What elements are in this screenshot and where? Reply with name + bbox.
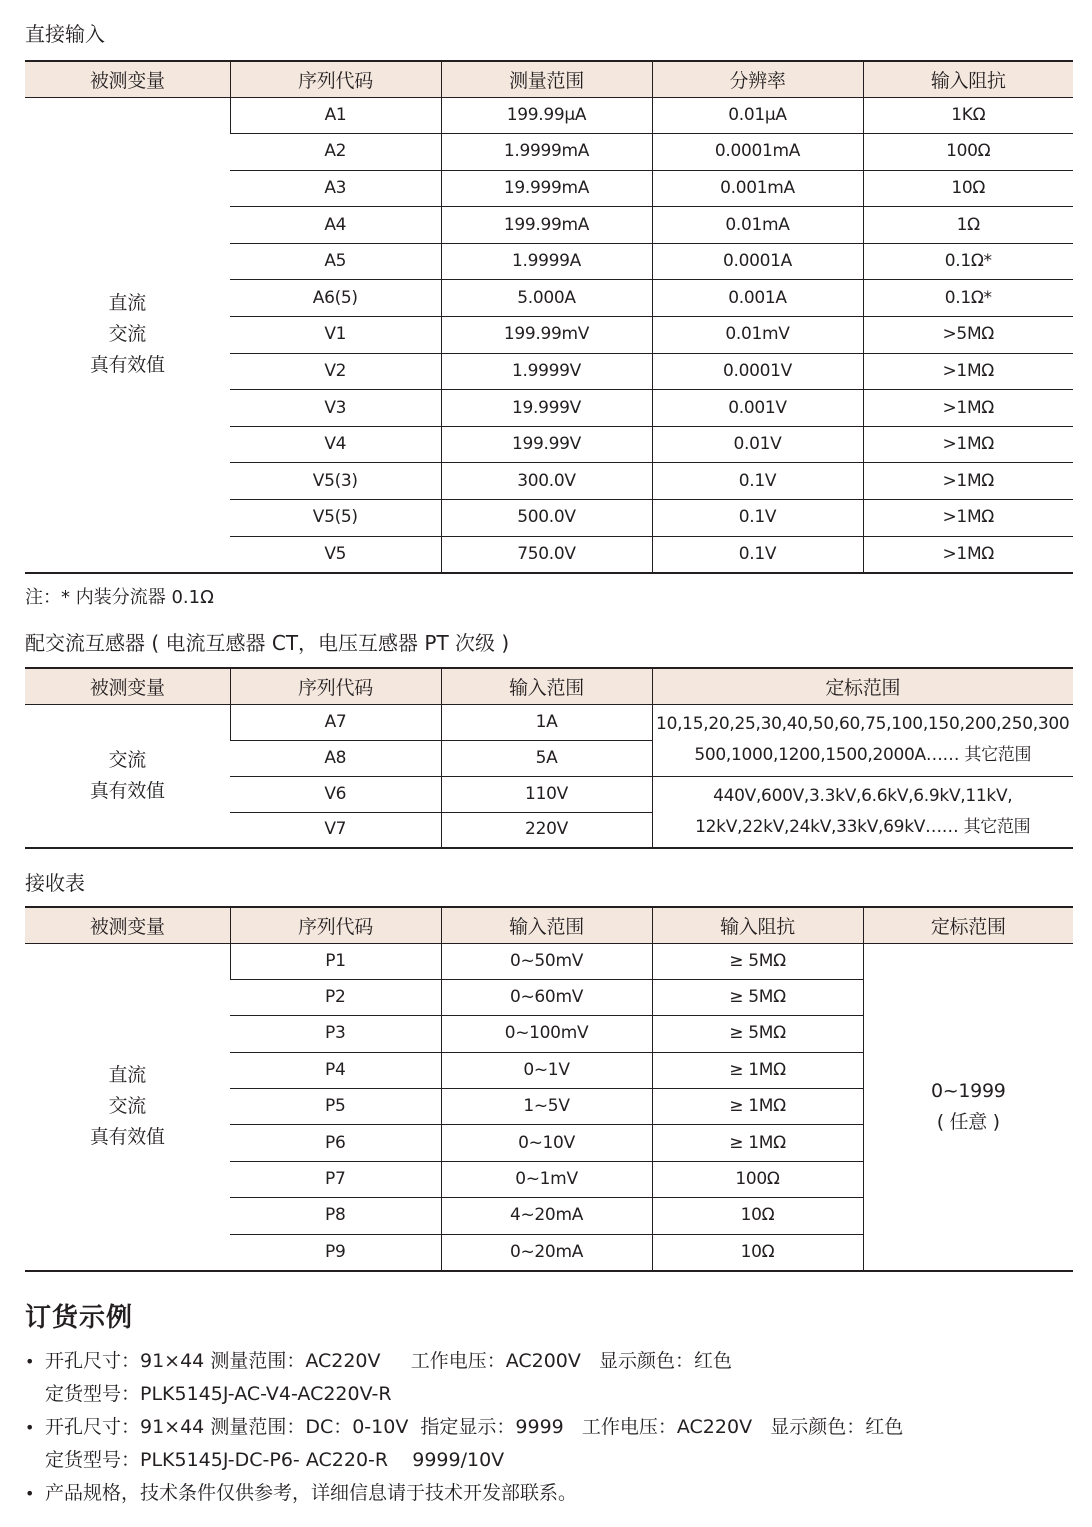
resolution-cell: 0.0001mA	[652, 134, 863, 171]
input-range-cell: 1A	[441, 704, 652, 740]
column-header: 分辨率	[652, 61, 863, 97]
voltage-scale-cell	[652, 776, 1073, 848]
bullet-icon: •	[25, 1352, 35, 1371]
code-cell: A2	[230, 134, 441, 171]
range-cell: 300.0V	[441, 463, 652, 500]
code-cell: V2	[230, 353, 441, 390]
impedance-cell: ≥ 1MΩ	[652, 1125, 863, 1161]
variable-line: 交流	[108, 323, 146, 346]
bullet-icon: •	[25, 1418, 35, 1437]
variable-line: 真有效值	[89, 779, 165, 802]
impedance-cell: 0.1Ω*	[863, 280, 1073, 317]
input-range-cell: 0~50mV	[441, 943, 652, 979]
range-cell: 199.99mA	[441, 207, 652, 244]
table-header-row	[25, 61, 1073, 97]
range-cell: 19.999mA	[441, 170, 652, 207]
table-row	[25, 704, 1073, 740]
order-example-item	[25, 1411, 1065, 1477]
impedance-cell: ≥ 5MΩ	[652, 943, 863, 979]
resolution-cell: 0.0001V	[652, 353, 863, 390]
impedance-cell: 10Ω	[652, 1234, 863, 1270]
impedance-cell: ≥ 5MΩ	[652, 1016, 863, 1052]
shunt-note: 注：* 内装分流器 0.1Ω	[25, 587, 214, 608]
table-row	[25, 943, 1073, 979]
impedance-cell: >1MΩ	[863, 500, 1073, 537]
impedance-cell: 0.1Ω*	[863, 243, 1073, 280]
impedance-cell: >5MΩ	[863, 317, 1073, 354]
table-header-row	[25, 668, 1073, 704]
code-cell: V3	[230, 390, 441, 427]
ac-transformer-title: 配交流互感器 ( 电流互感器 CT，电压互感器 PT 次级 )	[25, 631, 510, 655]
code-cell: A3	[230, 170, 441, 207]
code-cell: P5	[230, 1089, 441, 1125]
code-cell: V6	[230, 776, 441, 812]
input-range-cell: 0~20mA	[441, 1234, 652, 1270]
input-range-cell: 4~20mA	[441, 1198, 652, 1234]
code-cell: V4	[230, 426, 441, 463]
receiver-title: 接收表	[25, 871, 85, 895]
input-range-cell: 1~5V	[441, 1089, 652, 1125]
variable-line: 交流	[108, 748, 146, 771]
column-header: 输入范围	[441, 907, 652, 943]
code-cell: V5(3)	[230, 463, 441, 500]
impedance-cell: 100Ω	[863, 134, 1073, 171]
impedance-cell: ≥ 5MΩ	[652, 979, 863, 1015]
current-scale-cell	[652, 704, 1073, 776]
resolution-cell: 0.0001A	[652, 243, 863, 280]
code-cell: P2	[230, 979, 441, 1015]
impedance-cell: 1Ω	[863, 207, 1073, 244]
scale-line: 12kV,22kV,24kV,33kV,69kV…… 其它范围	[695, 816, 1031, 837]
resolution-cell: 0.1V	[652, 500, 863, 537]
impedance-cell: ≥ 1MΩ	[652, 1052, 863, 1088]
column-header: 序列代码	[230, 668, 441, 704]
scale-line: 0~1999	[930, 1079, 1006, 1102]
order-example-list	[25, 1345, 1065, 1510]
range-cell: 199.99mV	[441, 317, 652, 354]
column-header: 被测变量	[25, 61, 230, 97]
input-range-cell: 5A	[441, 740, 652, 776]
variable-line: 直流	[108, 1064, 146, 1086]
direct-input-rows	[25, 97, 1073, 573]
column-header: 输入阻抗	[652, 907, 863, 943]
impedance-cell: ≥ 1MΩ	[652, 1089, 863, 1125]
input-range-cell: 0~1V	[441, 1052, 652, 1088]
range-cell: 199.99μA	[441, 97, 652, 134]
impedance-cell: >1MΩ	[863, 353, 1073, 390]
resolution-cell: 0.1V	[652, 536, 863, 573]
resolution-cell: 0.01mA	[652, 207, 863, 244]
resolution-cell: 0.01V	[652, 426, 863, 463]
measured-variable-cell	[25, 943, 230, 1271]
resolution-cell: 0.001A	[652, 280, 863, 317]
variable-line: 真有效值	[89, 1126, 165, 1148]
order-line: 定货型号：PLK5145J-DC-P6- AC220-R 9999/10V	[45, 1449, 505, 1471]
scale-line: 500,1000,1200,1500,2000A…… 其它范围	[694, 745, 1032, 765]
column-header: 序列代码	[230, 61, 441, 97]
range-cell: 1.9999mA	[441, 134, 652, 171]
column-header: 测量范围	[441, 61, 652, 97]
receiver-rows	[25, 943, 1073, 1271]
code-cell: V7	[230, 812, 441, 848]
impedance-cell: 100Ω	[652, 1161, 863, 1197]
code-cell: A1	[230, 97, 441, 134]
input-range-cell: 220V	[441, 812, 652, 848]
input-range-cell: 0~60mV	[441, 979, 652, 1015]
code-cell: V1	[230, 317, 441, 354]
resolution-cell: 0.001mA	[652, 170, 863, 207]
direct-input-title: 直接输入	[25, 22, 105, 46]
column-header: 被测变量	[25, 907, 230, 943]
table-header-row	[25, 907, 1073, 943]
code-cell: P9	[230, 1234, 441, 1270]
code-cell: P4	[230, 1052, 441, 1088]
code-cell: A4	[230, 207, 441, 244]
measured-variable-cell	[25, 97, 230, 573]
code-cell: A5	[230, 243, 441, 280]
receiver-table	[25, 906, 1073, 1272]
scale-line: 10,15,20,25,30,40,50,60,75,100,150,200,250,300	[656, 714, 1070, 734]
order-line: 开孔尺寸：91×44 测量范围：DC：0-10V 指定显示：9999 工作电压：AC220V 显示颜色：红色	[45, 1416, 904, 1438]
ac-transformer-rows	[25, 704, 1073, 848]
code-cell: A8	[230, 740, 441, 776]
code-cell: P6	[230, 1125, 441, 1161]
measured-variable-cell	[25, 704, 230, 848]
impedance-cell: 10Ω	[652, 1198, 863, 1234]
code-cell: P7	[230, 1161, 441, 1197]
bullet-icon: •	[25, 1484, 35, 1503]
input-range-cell: 0~1mV	[441, 1161, 652, 1197]
order-line: 产品规格，技术条件仅供参考，详细信息请于技术开发部联系。	[45, 1482, 578, 1504]
column-header: 被测变量	[25, 668, 230, 704]
input-range-cell: 0~100mV	[441, 1016, 652, 1052]
range-cell: 750.0V	[441, 536, 652, 573]
range-cell: 1.9999A	[441, 243, 652, 280]
order-line: 开孔尺寸：91×44 测量范围：AC220V 工作电压：AC200V 显示颜色：红色	[45, 1350, 733, 1372]
order-example-title: 订货示例	[25, 1303, 134, 1333]
column-header: 序列代码	[230, 907, 441, 943]
ac-transformer-table	[25, 667, 1073, 849]
column-header: 输入阻抗	[863, 61, 1073, 97]
code-cell: P1	[230, 943, 441, 979]
resolution-cell: 0.001V	[652, 390, 863, 427]
range-cell: 19.999V	[441, 390, 652, 427]
variable-line: 真有效值	[89, 354, 165, 377]
input-range-cell: 0~10V	[441, 1125, 652, 1161]
impedance-cell: >1MΩ	[863, 463, 1073, 500]
column-header: 定标范围	[652, 668, 1073, 704]
variable-line: 直流	[108, 292, 146, 315]
code-cell: V5	[230, 536, 441, 573]
resolution-cell: 0.01μA	[652, 97, 863, 134]
resolution-cell: 0.01mV	[652, 317, 863, 354]
impedance-cell: >1MΩ	[863, 390, 1073, 427]
impedance-cell: >1MΩ	[863, 426, 1073, 463]
impedance-cell: 10Ω	[863, 170, 1073, 207]
scale-line: ( 任意 )	[936, 1110, 1000, 1133]
range-cell: 199.99V	[441, 426, 652, 463]
direct-input-table	[25, 60, 1073, 574]
order-example-item	[25, 1345, 1065, 1411]
code-cell: A7	[230, 704, 441, 740]
range-cell: 1.9999V	[441, 353, 652, 390]
table-row	[25, 97, 1073, 134]
code-cell: P8	[230, 1198, 441, 1234]
variable-line: 交流	[108, 1095, 146, 1117]
resolution-cell: 0.1V	[652, 463, 863, 500]
scale-line: 440V,600V,3.3kV,6.6kV,6.9kV,11kV,	[713, 785, 1013, 806]
order-example-item	[25, 1477, 1065, 1510]
input-range-cell: 110V	[441, 776, 652, 812]
code-cell: V5(5)	[230, 500, 441, 537]
order-line: 定货型号：PLK5145J-AC-V4-AC220V-R	[45, 1383, 392, 1405]
impedance-cell: >1MΩ	[863, 536, 1073, 573]
range-cell: 5.000A	[441, 280, 652, 317]
code-cell: P3	[230, 1016, 441, 1052]
column-header: 输入范围	[441, 668, 652, 704]
impedance-cell: 1KΩ	[863, 97, 1073, 134]
scale-range-cell	[863, 943, 1073, 1271]
code-cell: A6(5)	[230, 280, 441, 317]
column-header: 定标范围	[863, 907, 1073, 943]
range-cell: 500.0V	[441, 500, 652, 537]
